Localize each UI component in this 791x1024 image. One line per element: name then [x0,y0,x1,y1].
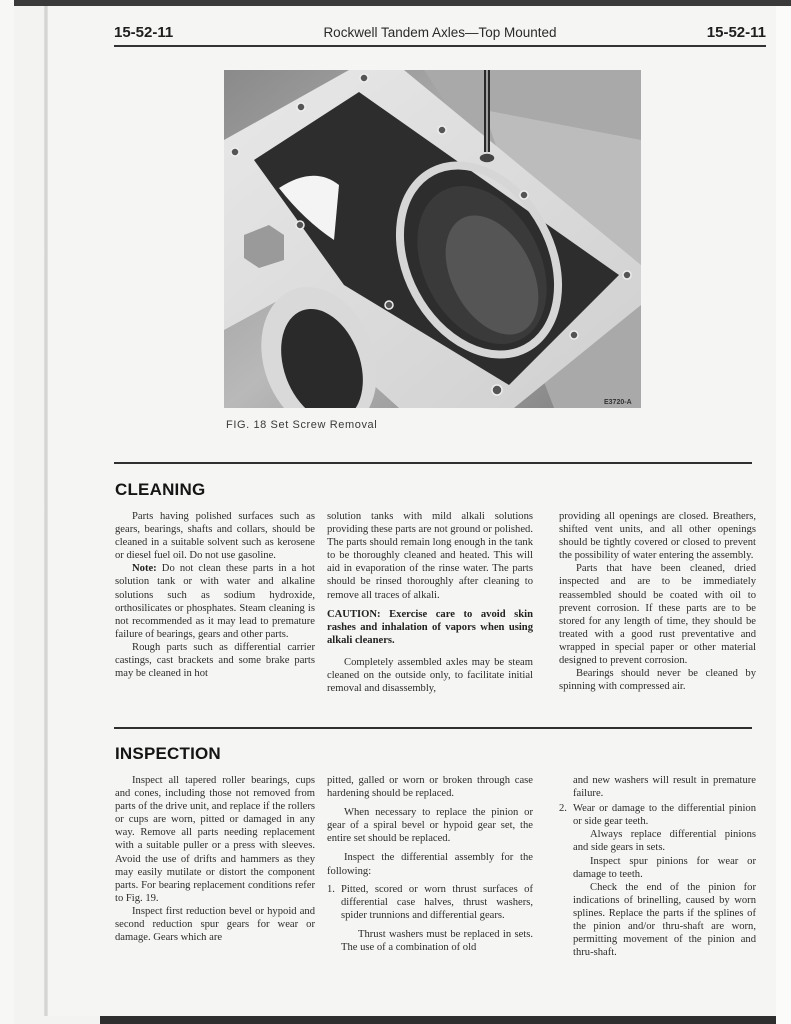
section-rule-cleaning [114,462,752,464]
scan-bottom-edge [100,1016,776,1024]
paragraph: pitted, galled or worn or broken through case hardening should be replaced. [327,775,533,800]
page-left-margin [0,0,14,1024]
cleaning-column-2 [327,510,533,695]
note-label: Note: [132,563,157,575]
section-rule-inspection [114,727,752,729]
sub-paragraph: Always replace differential pinions and side gears in sets. [573,829,756,854]
item-text: Pitted, scored or worn thrust surfaces of differential case halves, thrust washers, spider trunnions and differential gears. [341,883,533,921]
paragraph: Bearings should never be cleaned by spinning with compressed air. [559,668,756,693]
page-header [114,22,766,46]
item-number: 1. [327,883,335,895]
running-title: Rockwell Tandem Axles—Top Mounted [323,25,557,40]
cleaning-column-1 [115,510,315,680]
page-number-right: 15-52-11 [706,24,766,41]
item-text: Wear or damage to the differential pinion or side gear teeth. [573,803,756,828]
figure-caption: FIG. 18 Set Screw Removal [226,419,378,431]
sub-paragraph: Inspect spur pinions for wear or damage to teeth. [573,855,756,880]
section-title-inspection: INSPECTION [115,744,221,763]
paragraph: Completely assembled axles may be steam cleaned on the outside only, to facilitate initial removal and disassembly, [327,656,533,695]
numbered-item-2 [559,802,756,828]
inspection-column-1 [115,774,315,944]
inspection-column-2 [327,774,533,954]
note-paragraph: Note: Do not clean these parts in a hot solution tank or with water and alkaline solutions such as sodium hydroxide, orthosilicates or phosphates. Steam cleaning is not recommended as it may lead to premature failure of bearings, gears and other parts. [115,563,315,640]
paragraph: solution tanks with mild alkali solutions providing these parts are not ground or polished. The parts should remain long enough in the tank to be thoroughly cleaned and heated. This will aid in evaporation of the rinse water. The parts should be rinsed thoroughly after cleaning to remove all traces of alkali. [327,511,533,601]
paragraph: When necessary to replace the pinion or gear of a spiral bevel or hypoid gear set, the entire set should be replaced. [327,807,533,845]
item-number: 2. [559,803,567,815]
sub-paragraph: Thrust washers must be replaced in sets. The use of a combination of old [341,928,533,954]
inspection-column-3 [559,774,756,959]
numbered-item-1 [327,883,533,922]
paragraph: Inspect first reduction bevel or hypoid and second reduction spur gears for wear or damage. Gears which are [115,905,315,944]
paragraph: and new washers will result in premature failure. [573,775,756,800]
page-number-left: 15-52-11 [114,24,174,41]
paragraph: Inspect the differential assembly for the following: [327,852,533,877]
binding-gutter [44,6,48,1016]
paragraph: Parts that have been cleaned, dried inspected and are to be immediately reassembled should be coated with oil to prevent corrosion. If these parts are to be stored for any length of time, they should be treated with a good rust preventative and wrapped in special paper or other material designed to prevent corrosion. [559,563,756,667]
header-rule [114,45,766,47]
scan-top-edge [14,0,791,6]
paragraph: Rough parts such as differential carrier castings, cast brackets and some brake parts may be cleaned in hot [115,641,315,680]
paragraph: Parts having polished surfaces such as gears, bearings, shafts and collars, should be cleaned in a suitable solvent such as kerosene or diesel fuel oil. Do not use gasoline. [115,511,315,562]
page-right-edge [776,0,791,1024]
paragraph: providing all openings are closed. Breathers, shifted vent units, and all other openings should be tightly covered or closed to prevent the possibility of water entering the assembly. [559,511,756,562]
sub-paragraph: Check the end of the pinion for indications of brinelling, caused by worn splines. Replace the parts if the splines of the pinion and/or thru-shaft are worn, permitting movement of the pinion and thru-shaft. [573,881,756,959]
section-title-cleaning: CLEANING [115,480,206,499]
figure-photo [224,70,641,408]
caution-notice: CAUTION: Exercise care to avoid skin rashes and inhalation of vapors when using alkali cleaners. [327,608,533,646]
figure-id: E3720-A [604,399,632,406]
axle-housing-illustration [224,70,641,408]
paragraph: Inspect all tapered roller bearings, cups and cones, including those not removed from parts of the drive unit, and replace if the rollers or cups are worn, pitted or damaged in any way. Remove all parts needing replacement with a suitable puller or a press with sleeves. Avoid the use of drifts and hammers as they may easily mutilate or distort the component parts. For bearing replacement conditions refer to Fig. 19. [115,775,315,904]
cleaning-column-3 [559,510,756,693]
